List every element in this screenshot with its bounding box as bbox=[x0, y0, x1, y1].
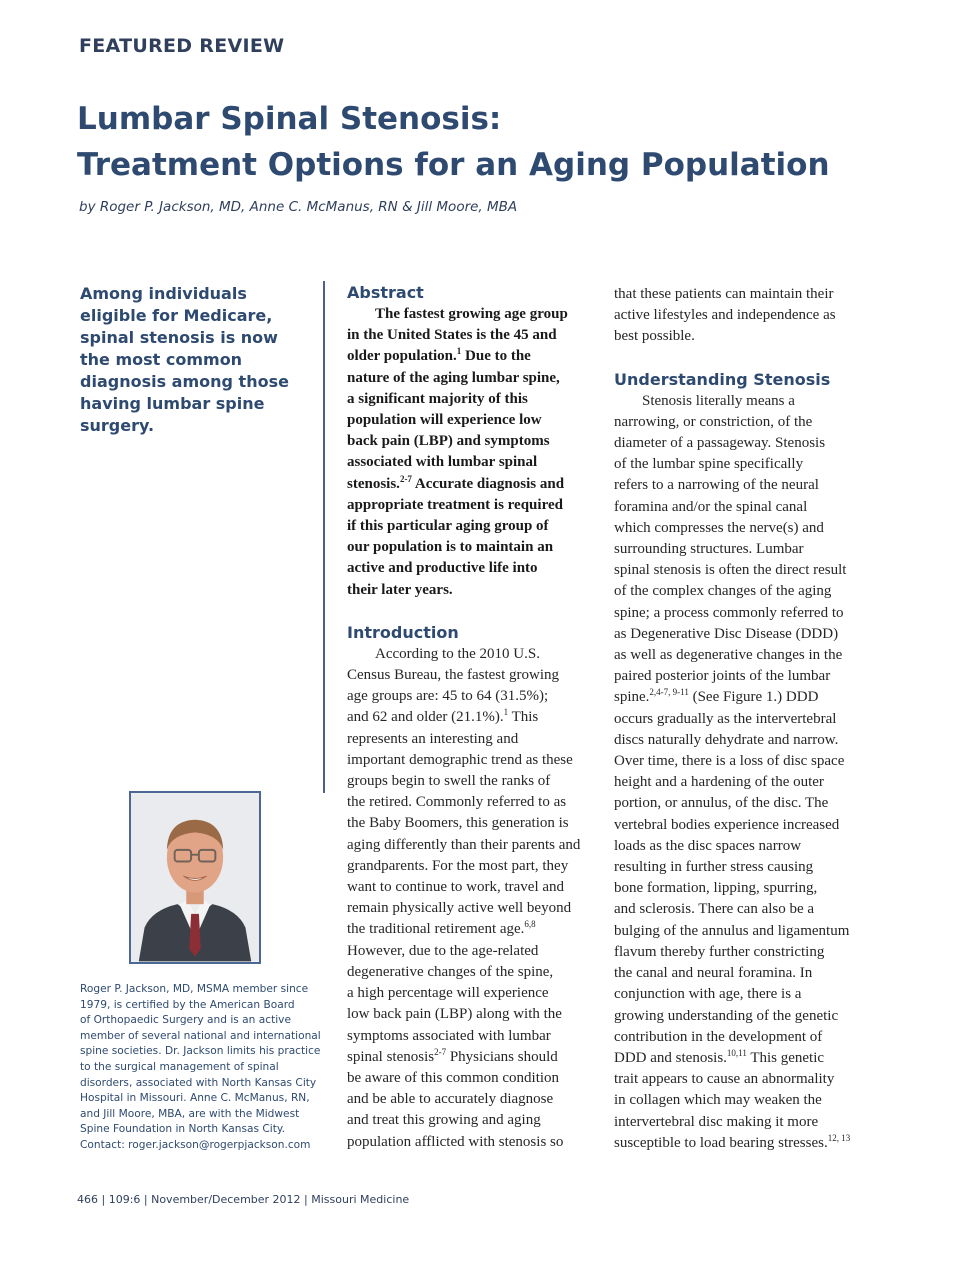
line-text: the traditional retirement age. bbox=[347, 921, 525, 938]
text-line bbox=[614, 497, 870, 518]
text-line bbox=[347, 1004, 599, 1025]
line-text: DDD and stenosis. bbox=[614, 1049, 727, 1066]
line-text: grandparents. For the most part, they bbox=[347, 857, 569, 874]
text-line bbox=[347, 644, 599, 665]
line-text: trait appears to cause an abnormality bbox=[614, 1071, 835, 1088]
understanding-section bbox=[614, 369, 870, 1154]
line-text: stenosis. bbox=[347, 475, 400, 492]
text-line bbox=[614, 878, 870, 899]
citation-superscript: 1 bbox=[456, 346, 462, 357]
text-line bbox=[347, 665, 599, 686]
author-photo bbox=[129, 791, 261, 964]
text-line bbox=[614, 305, 870, 326]
line-text: and 62 and older (21.1%). bbox=[347, 709, 504, 726]
text-line bbox=[347, 516, 599, 537]
introduction-body bbox=[347, 644, 599, 1153]
line-text: paired posterior joints of the lumbar bbox=[614, 668, 831, 685]
line-text: active lifestyles and independence as bbox=[614, 307, 836, 324]
bio-line: Contact: roger.jackson@rogerpjackson.com bbox=[80, 1138, 311, 1151]
text-line bbox=[614, 518, 870, 539]
line-text: symptoms associated with lumbar bbox=[347, 1027, 551, 1044]
line-text: intervertebral disc making it more bbox=[614, 1113, 819, 1130]
line-text: vertebral bodies experience increased bbox=[614, 816, 840, 833]
text-line bbox=[614, 836, 870, 857]
text-line bbox=[614, 687, 870, 708]
text-line bbox=[347, 1047, 599, 1068]
line-text: According to the 2010 U.S. bbox=[375, 645, 540, 662]
line-text: older population. bbox=[347, 348, 457, 365]
line-text: and sclerosis. There can also be a bbox=[614, 901, 815, 918]
line-text-continued: This bbox=[508, 709, 539, 726]
text-line bbox=[347, 835, 599, 856]
line-text: if this particular aging group of bbox=[347, 518, 549, 535]
line-text: spinal stenosis is often the direct result bbox=[614, 562, 847, 579]
line-text: and treat this growing and aging bbox=[347, 1112, 541, 1129]
line-text: narrowing, or constriction, of the bbox=[614, 413, 813, 430]
line-text: nature of the aging lumbar spine, bbox=[347, 369, 560, 386]
text-line bbox=[347, 877, 599, 898]
understanding-heading: Understanding Stenosis bbox=[614, 369, 831, 389]
text-line bbox=[347, 1068, 599, 1089]
text-line bbox=[614, 454, 870, 475]
text-line bbox=[347, 813, 599, 834]
text-line bbox=[614, 815, 870, 836]
line-text: as Degenerative Disc Disease (DDD) bbox=[614, 625, 839, 642]
line-text: in collagen which may weaken the bbox=[614, 1092, 822, 1109]
author-portrait-image bbox=[131, 793, 259, 962]
text-line bbox=[347, 537, 599, 558]
citation-superscript: 1 bbox=[503, 707, 509, 718]
text-line bbox=[347, 686, 599, 707]
line-text: and be able to accurately diagnose bbox=[347, 1091, 554, 1108]
line-text: the Baby Boomers, this generation is bbox=[347, 815, 569, 832]
bio-line: disorders, associated with North Kansas City bbox=[80, 1076, 317, 1089]
text-line bbox=[614, 539, 870, 560]
line-text: population will experience low bbox=[347, 412, 542, 429]
text-line bbox=[347, 1026, 599, 1047]
line-text: The fastest growing age group bbox=[375, 306, 568, 322]
text-line bbox=[347, 580, 599, 601]
text-line bbox=[614, 709, 870, 730]
line-text: want to continue to work, travel and bbox=[347, 879, 565, 896]
text-line bbox=[347, 325, 599, 346]
article-title bbox=[77, 96, 937, 188]
column-right bbox=[614, 284, 870, 1154]
text-line bbox=[614, 1090, 870, 1111]
line-text: important demographic trend as these bbox=[347, 751, 573, 768]
bio-line: to the surgical management of spinal bbox=[80, 1060, 279, 1073]
text-line bbox=[614, 412, 870, 433]
text-line bbox=[347, 707, 599, 728]
text-line bbox=[614, 391, 870, 412]
line-text-continued: This genetic bbox=[746, 1049, 825, 1066]
text-line bbox=[614, 1048, 870, 1069]
line-text-continued: Physicians should bbox=[446, 1048, 558, 1065]
text-line bbox=[347, 729, 599, 750]
author-bio bbox=[80, 982, 320, 1154]
line-text: in the United States is the 45 and bbox=[347, 327, 557, 344]
citation-superscript: 2,4-7, 9-11 bbox=[649, 687, 689, 698]
line-text: the retired. Commonly referred to as bbox=[347, 794, 567, 811]
text-line bbox=[614, 1027, 870, 1048]
line-text: conjunction with age, there is a bbox=[614, 986, 802, 1003]
text-line bbox=[614, 899, 870, 920]
text-line bbox=[614, 857, 870, 878]
text-line bbox=[347, 452, 599, 473]
text-line bbox=[347, 962, 599, 983]
line-text: Stenosis literally means a bbox=[642, 392, 795, 409]
line-text: a high percentage will experience bbox=[347, 985, 549, 1002]
text-line bbox=[347, 304, 599, 325]
text-line bbox=[614, 793, 870, 814]
section-kicker: FEATURED REVIEW bbox=[79, 35, 285, 57]
text-line bbox=[614, 963, 870, 984]
bio-line: Hospital in Missouri. Anne C. McManus, RN, bbox=[80, 1092, 310, 1105]
line-text: height and a hardening of the outer bbox=[614, 774, 824, 791]
line-text: refers to a narrowing of the neural bbox=[614, 477, 819, 494]
line-text: associated with lumbar spinal bbox=[347, 454, 538, 471]
text-line bbox=[614, 645, 870, 666]
column-divider bbox=[323, 281, 325, 793]
line-text: Census Bureau, the fastest growing bbox=[347, 667, 560, 684]
continued-text bbox=[614, 284, 870, 348]
line-text: be aware of this common condition bbox=[347, 1069, 560, 1086]
line-text: age groups are: 45 to 64 (31.5%); bbox=[347, 688, 549, 705]
text-line bbox=[347, 389, 599, 410]
text-line bbox=[614, 1112, 870, 1133]
line-text: growing understanding of the genetic bbox=[614, 1007, 839, 1024]
line-text: of the lumbar spine specifically bbox=[614, 456, 804, 473]
line-text: discs naturally dehydrate and narrow. bbox=[614, 731, 839, 748]
text-line bbox=[347, 750, 599, 771]
line-text: of the complex changes of the aging bbox=[614, 583, 832, 600]
line-text: our population is to maintain an bbox=[347, 539, 554, 556]
line-text: degenerative changes of the spine, bbox=[347, 963, 554, 980]
text-line bbox=[347, 983, 599, 1004]
text-line bbox=[614, 1069, 870, 1090]
line-text: which compresses the nerve(s) and bbox=[614, 519, 824, 536]
citation-superscript: 2-7 bbox=[434, 1046, 447, 1057]
text-line bbox=[614, 581, 870, 602]
text-line bbox=[347, 1110, 599, 1131]
line-text: the canal and neural foramina. In bbox=[614, 965, 813, 982]
text-line bbox=[347, 368, 599, 389]
text-line bbox=[614, 560, 870, 581]
text-line bbox=[614, 433, 870, 454]
line-text: bulging of the annulus and ligamentum bbox=[614, 922, 850, 939]
text-line bbox=[614, 666, 870, 687]
line-text: However, due to the age-related bbox=[347, 942, 539, 959]
line-text: population afflicted with stenosis so bbox=[347, 1133, 564, 1150]
bio-line: 1979, is certified by the American Board bbox=[80, 998, 295, 1011]
line-text: spine. bbox=[614, 689, 650, 706]
byline: by Roger P. Jackson, MD, Anne C. McManus, RN & Jill Moore, MBA bbox=[79, 199, 518, 215]
text-line bbox=[614, 1133, 870, 1154]
line-text: surrounding structures. Lumbar bbox=[614, 541, 804, 558]
line-text: a significant majority of this bbox=[347, 390, 528, 407]
text-line bbox=[614, 326, 870, 347]
understanding-body bbox=[614, 391, 870, 1154]
line-text-continued: Due to the bbox=[461, 348, 531, 365]
text-line bbox=[614, 284, 870, 305]
text-line bbox=[614, 475, 870, 496]
line-text: as well as degenerative changes in the bbox=[614, 647, 843, 664]
column-middle bbox=[347, 282, 599, 1153]
line-text: best possible. bbox=[614, 328, 695, 345]
line-text: represents an interesting and bbox=[347, 730, 519, 747]
line-text: occurs gradually as the intervertebral bbox=[614, 710, 837, 727]
text-line bbox=[614, 921, 870, 942]
line-text: remain physically active well beyond bbox=[347, 900, 572, 917]
text-line bbox=[347, 431, 599, 452]
text-line bbox=[614, 984, 870, 1005]
line-text: their later years. bbox=[347, 581, 453, 598]
line-text: low back pain (LBP) along with the bbox=[347, 1006, 562, 1023]
line-text: portion, or annulus, of the disc. The bbox=[614, 795, 829, 812]
abstract-section bbox=[347, 282, 599, 601]
text-line bbox=[347, 410, 599, 431]
text-line bbox=[614, 942, 870, 963]
citation-superscript: 10,11 bbox=[726, 1047, 747, 1058]
text-line bbox=[347, 919, 599, 940]
bio-line: member of several national and international bbox=[80, 1029, 321, 1042]
introduction-section bbox=[347, 622, 599, 1153]
line-text: diameter of a passageway. Stenosis bbox=[614, 435, 826, 452]
bio-line: Roger P. Jackson, MD, MSMA member since bbox=[80, 983, 309, 995]
text-line bbox=[347, 346, 599, 367]
line-text: loads as the disc spaces narrow bbox=[614, 837, 802, 854]
bio-line: of Orthopaedic Surgery and is an active bbox=[80, 1014, 291, 1027]
text-line bbox=[614, 624, 870, 645]
line-text: contribution in the development of bbox=[614, 1028, 823, 1045]
text-line bbox=[347, 1089, 599, 1110]
citation-superscript: 2-7 bbox=[399, 473, 412, 484]
line-text: bone formation, lipping, spurring, bbox=[614, 880, 818, 897]
text-line bbox=[347, 1132, 599, 1153]
text-line bbox=[347, 474, 599, 495]
line-text: foramina and/or the spinal canal bbox=[614, 498, 808, 515]
text-line bbox=[614, 603, 870, 624]
citation-superscript: 6,8 bbox=[524, 919, 536, 930]
line-text-continued: (See Figure 1.) DDD bbox=[688, 689, 819, 706]
line-text: Over time, there is a loss of disc space bbox=[614, 753, 845, 770]
introduction-heading: Introduction bbox=[347, 622, 459, 642]
abstract-heading: Abstract bbox=[347, 283, 424, 302]
line-text: aging differently than their parents and bbox=[347, 836, 581, 853]
text-line bbox=[347, 792, 599, 813]
text-line bbox=[347, 495, 599, 516]
title-line-1: Lumbar Spinal Stenosis: bbox=[77, 101, 502, 137]
text-line bbox=[614, 730, 870, 751]
line-text: resulting in further stress causing bbox=[614, 859, 814, 876]
page-footer: 466 | 109:6 | November/December 2012 | Missouri Medicine bbox=[77, 1193, 410, 1206]
line-text-continued: Accurate diagnosis and bbox=[411, 475, 565, 492]
abstract-body bbox=[347, 304, 599, 601]
text-line bbox=[347, 856, 599, 877]
text-line bbox=[347, 941, 599, 962]
line-text: active and productive life into bbox=[347, 560, 538, 577]
line-text: spine; a process commonly referred to bbox=[614, 604, 844, 621]
line-text: that these patients can maintain their bbox=[614, 286, 834, 302]
bio-line: and Jill Moore, MBA, are with the Midwest bbox=[80, 1107, 300, 1120]
title-line-2: Treatment Options for an Aging Population bbox=[77, 147, 830, 183]
text-line bbox=[614, 751, 870, 772]
text-line bbox=[614, 1006, 870, 1027]
line-text: susceptible to load bearing stresses. bbox=[614, 1134, 828, 1151]
text-line bbox=[347, 771, 599, 792]
line-text: back pain (LBP) and symptoms bbox=[347, 433, 550, 450]
text-line bbox=[614, 772, 870, 793]
bio-line: spine societies. Dr. Jackson limits his practice bbox=[80, 1045, 321, 1058]
line-text: groups begin to swell the ranks of bbox=[347, 773, 551, 790]
text-line bbox=[347, 558, 599, 579]
line-text: appropriate treatment is required bbox=[347, 496, 563, 513]
bio-line: Spine Foundation in North Kansas City. bbox=[80, 1123, 285, 1136]
pull-quote: Among individuals eligible for Medicare, spinal stenosis is now the most common diagnosis among those having lumbar spine surgery. bbox=[80, 284, 289, 435]
citation-superscript: 12, 13 bbox=[827, 1132, 851, 1143]
text-line bbox=[347, 898, 599, 919]
line-text: flavum thereby further constricting bbox=[614, 943, 825, 960]
line-text: spinal stenosis bbox=[347, 1048, 435, 1065]
